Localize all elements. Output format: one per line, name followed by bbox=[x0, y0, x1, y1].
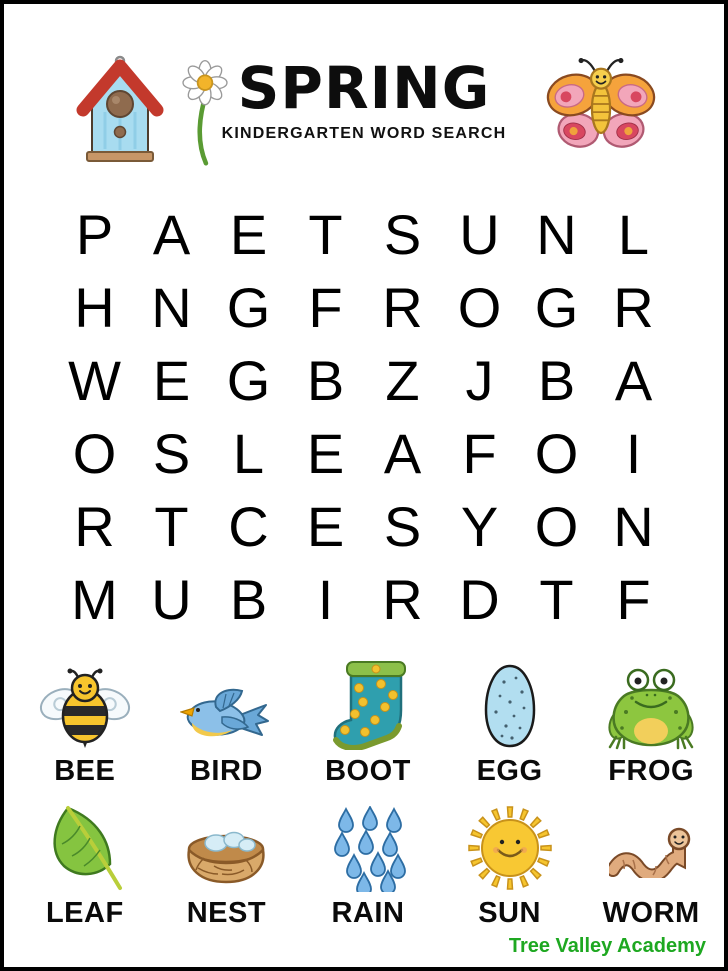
grid-letter: E bbox=[306, 494, 345, 558]
grid-letter: B bbox=[537, 348, 576, 412]
grid-letter: Z bbox=[385, 348, 420, 412]
grid-letter: L bbox=[232, 421, 265, 485]
word-list-row-2 bbox=[14, 798, 722, 930]
header bbox=[4, 4, 724, 194]
word-item bbox=[580, 656, 722, 788]
egg-icon bbox=[482, 656, 538, 750]
daisy-icon bbox=[176, 58, 234, 171]
grid-letter: O bbox=[72, 421, 117, 485]
grid-letter: O bbox=[457, 275, 502, 339]
grid-letter: E bbox=[306, 421, 345, 485]
word-item bbox=[297, 798, 439, 930]
grid-letter: U bbox=[459, 202, 500, 266]
frog-icon bbox=[608, 656, 694, 750]
grid-letter: G bbox=[226, 275, 271, 339]
grid-letter: R bbox=[382, 567, 423, 631]
grid-letter: N bbox=[151, 275, 192, 339]
grid-letter: C bbox=[228, 494, 269, 558]
word-item bbox=[580, 798, 722, 930]
butterfly-icon bbox=[544, 54, 658, 159]
grid-letter: L bbox=[617, 202, 650, 266]
grid-letter: W bbox=[68, 348, 121, 412]
worm-icon bbox=[609, 798, 693, 892]
word-search-grid bbox=[56, 198, 672, 636]
grid-letter: U bbox=[151, 567, 192, 631]
bird-icon bbox=[180, 656, 272, 750]
word-label: SUN bbox=[478, 897, 541, 929]
grid-letter: O bbox=[534, 421, 579, 485]
word-label: BOOT bbox=[325, 755, 411, 787]
word-item bbox=[156, 798, 298, 930]
grid-letter: A bbox=[383, 421, 422, 485]
word-label: WORM bbox=[602, 897, 700, 929]
grid-letter: T bbox=[308, 202, 343, 266]
grid-letter: F bbox=[308, 275, 343, 339]
word-item bbox=[439, 656, 581, 788]
grid-letter: M bbox=[71, 567, 118, 631]
boot-icon bbox=[328, 656, 408, 750]
grid-letter: T bbox=[154, 494, 189, 558]
grid-letter: A bbox=[152, 202, 191, 266]
word-item bbox=[156, 656, 298, 788]
grid-letter: P bbox=[75, 202, 114, 266]
page-subtitle: KINDERGARTEN WORD SEARCH bbox=[221, 124, 507, 142]
grid-letter: O bbox=[534, 494, 579, 558]
grid-letter: G bbox=[534, 275, 579, 339]
nest-icon bbox=[184, 798, 268, 892]
bee-icon bbox=[39, 656, 131, 750]
birdhouse-icon bbox=[70, 54, 170, 171]
word-item bbox=[14, 798, 156, 930]
grid-letter: T bbox=[539, 567, 574, 631]
grid-letter: G bbox=[226, 348, 271, 412]
grid-letter: R bbox=[613, 275, 654, 339]
grid-letter: Y bbox=[460, 494, 499, 558]
word-label: LEAF bbox=[45, 897, 124, 929]
grid-letter: I bbox=[625, 421, 642, 485]
grid-letter: B bbox=[306, 348, 345, 412]
grid-letter: E bbox=[152, 348, 191, 412]
word-item bbox=[439, 798, 581, 930]
grid-letter: S bbox=[383, 202, 422, 266]
word-label: EGG bbox=[476, 755, 543, 787]
word-item bbox=[297, 656, 439, 788]
word-list-row-1 bbox=[14, 656, 722, 788]
sun-icon bbox=[466, 798, 554, 892]
grid-letter: A bbox=[614, 348, 653, 412]
grid-letter: R bbox=[74, 494, 115, 558]
grid-letter: D bbox=[459, 567, 500, 631]
grid-letter: R bbox=[382, 275, 423, 339]
grid-letter: F bbox=[616, 567, 651, 631]
leaf-icon bbox=[46, 798, 124, 892]
word-item bbox=[14, 656, 156, 788]
page-title: SPRING bbox=[237, 54, 491, 122]
grid-letter: F bbox=[462, 421, 497, 485]
grid-letter: J bbox=[465, 348, 494, 412]
grid-letter: S bbox=[152, 421, 191, 485]
grid-letter: B bbox=[229, 567, 268, 631]
word-label: FROG bbox=[608, 755, 695, 787]
credit-text: Tree Valley Academy bbox=[508, 935, 706, 957]
word-label: NEST bbox=[186, 897, 267, 929]
grid-letter: H bbox=[74, 275, 115, 339]
grid-letter: S bbox=[383, 494, 422, 558]
grid-letter: I bbox=[317, 567, 334, 631]
grid-letter: N bbox=[536, 202, 577, 266]
grid-letter: N bbox=[613, 494, 654, 558]
word-label: BEE bbox=[54, 755, 116, 787]
grid-letter: E bbox=[229, 202, 268, 266]
word-label: BIRD bbox=[189, 755, 263, 787]
rain-icon bbox=[330, 798, 406, 892]
word-label: RAIN bbox=[331, 897, 405, 929]
